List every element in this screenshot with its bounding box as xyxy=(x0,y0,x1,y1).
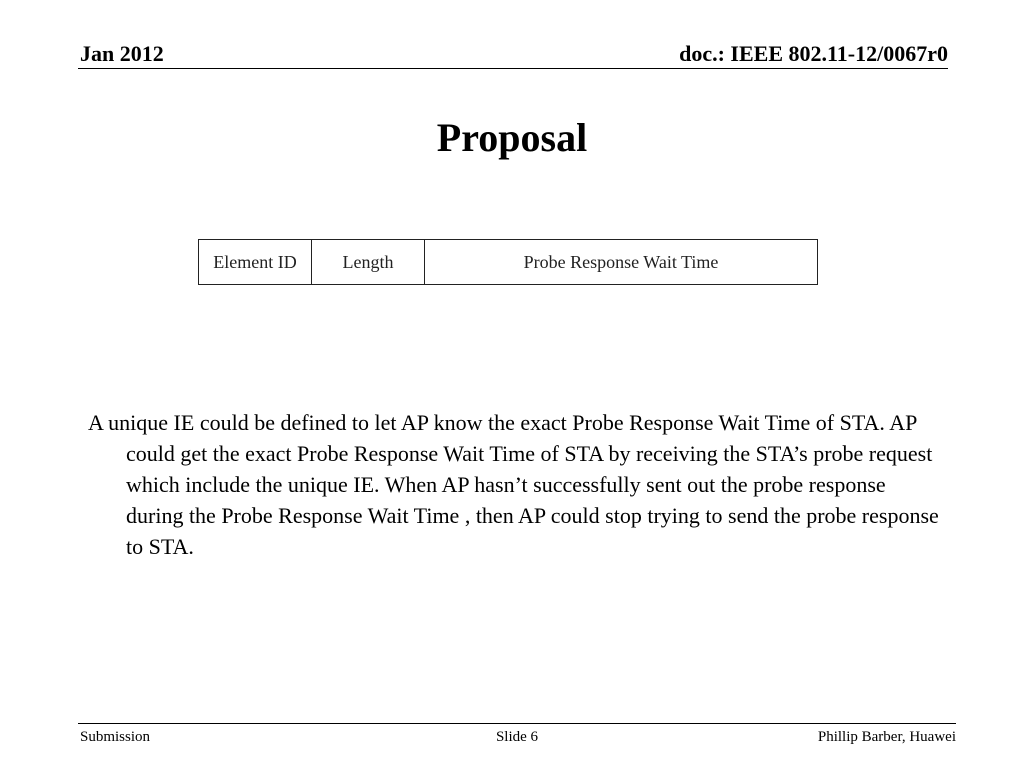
field-length: Length xyxy=(312,240,425,284)
header-divider xyxy=(78,68,948,69)
header-doc-id: doc.: IEEE 802.11-12/0067r0 xyxy=(679,41,948,66)
slide-title: Proposal xyxy=(436,115,588,160)
field-element-id: Element ID xyxy=(199,240,312,284)
slide-number: Slide 6 xyxy=(495,729,539,745)
field-probe-response-wait-time: Probe Response Wait Time xyxy=(523,251,719,272)
footer-submission: Submission xyxy=(80,729,151,745)
footer-divider xyxy=(78,723,956,724)
header-date: Jan 2012 xyxy=(80,41,164,66)
footer-author: Phillip Barber, Huawei xyxy=(817,729,956,745)
element-format-table xyxy=(198,239,818,285)
body-paragraph: A unique IE could be defined to let AP know the exact Probe Response Wait Time of STA. AP could get the exact Probe Response Wait Time of STA by receiving the STA’s probe request which include the unique IE. When AP hasn’t successfully sent out the probe response during the Probe Response Wait Time , then AP could stop trying to send the probe response to STA. xyxy=(88,410,939,559)
